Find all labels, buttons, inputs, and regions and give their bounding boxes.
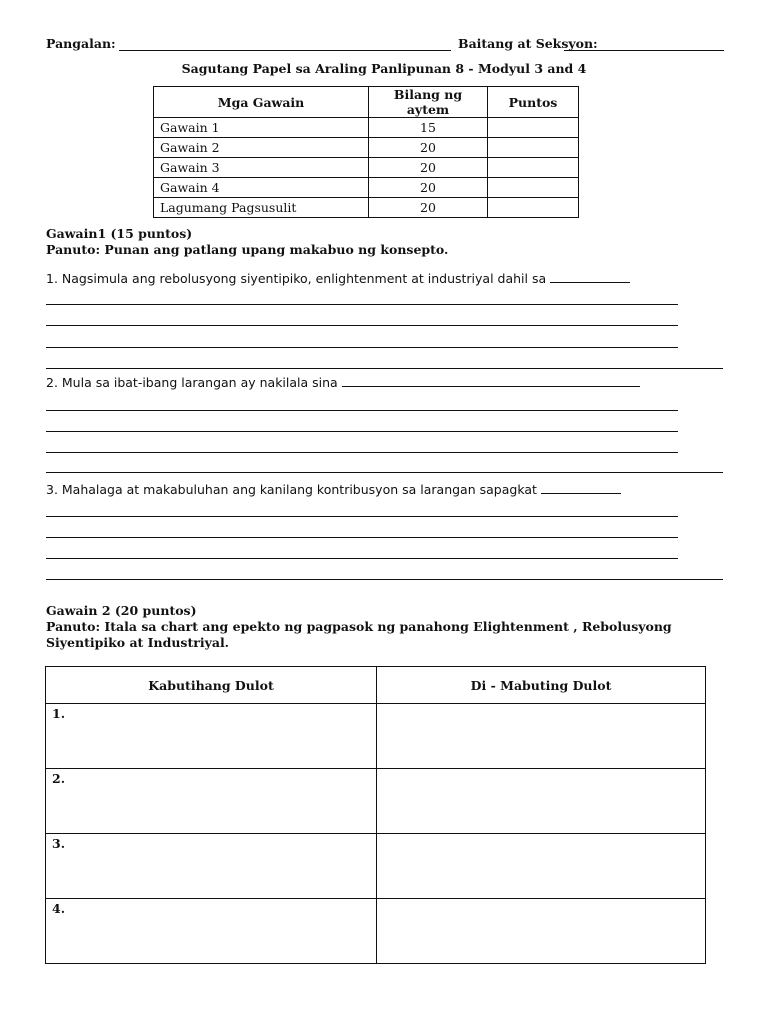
di-mabuting-cell[interactable] xyxy=(377,769,706,834)
question-1-blank[interactable] xyxy=(550,272,630,283)
table-row xyxy=(154,118,579,138)
aytem-cell: 20 xyxy=(369,138,488,158)
question-2 xyxy=(46,375,640,390)
gawain2-title: Gawain 2 (20 puntos) xyxy=(46,603,197,618)
answer-line[interactable] xyxy=(46,537,678,538)
student-info-row xyxy=(46,36,724,54)
name-label: Pangalan: xyxy=(46,36,116,51)
table-row xyxy=(46,834,706,899)
gawain2-instruction-line2: Siyentipiko at Industriyal. xyxy=(46,635,230,650)
puntos-cell[interactable] xyxy=(488,198,579,218)
di-mabuting-cell[interactable] xyxy=(377,899,706,964)
grade-section-label: Baitang at Seksyon: xyxy=(458,36,598,51)
question-1 xyxy=(46,271,630,286)
table-row xyxy=(154,158,579,178)
puntos-cell[interactable] xyxy=(488,178,579,198)
kabutihang-cell[interactable]: 4. xyxy=(46,899,377,964)
puntos-cell[interactable] xyxy=(488,158,579,178)
answer-line[interactable] xyxy=(46,579,723,580)
answer-line[interactable] xyxy=(46,368,723,369)
table-row xyxy=(154,178,579,198)
gawain-cell: Gawain 3 xyxy=(154,158,369,178)
answer-line[interactable] xyxy=(46,472,723,473)
header-bilang-ng-aytem: Bilang ng aytem xyxy=(369,87,488,118)
aytem-cell: 20 xyxy=(369,158,488,178)
header-puntos: Puntos xyxy=(488,87,579,118)
answer-line[interactable] xyxy=(46,410,678,411)
document-title: Sagutang Papel sa Araling Panlipunan 8 - Modyul 3 and 4 xyxy=(181,61,587,76)
kabutihang-cell[interactable]: 2. xyxy=(46,769,377,834)
table-header-row xyxy=(46,667,706,704)
table-row xyxy=(46,899,706,964)
answer-line[interactable] xyxy=(46,304,678,305)
gawain-cell: Lagumang Pagsusulit xyxy=(154,198,369,218)
puntos-cell[interactable] xyxy=(488,118,579,138)
answer-line[interactable] xyxy=(46,431,678,432)
table-row xyxy=(46,704,706,769)
puntos-cell[interactable] xyxy=(488,138,579,158)
table-row xyxy=(154,198,579,218)
gawain1-instruction: Panuto: Punan ang patlang upang makabuo ng konsepto. xyxy=(46,242,449,257)
question-3 xyxy=(46,482,621,497)
gawain-cell: Gawain 2 xyxy=(154,138,369,158)
aytem-cell: 15 xyxy=(369,118,488,138)
header-di-mabuting-dulot: Di - Mabuting Dulot xyxy=(377,667,706,704)
question-1-text: 1. Nagsimula ang rebolusyong siyentipiko, enlightenment at industriyal dahil sa xyxy=(46,271,547,286)
gawain-cell: Gawain 4 xyxy=(154,178,369,198)
aytem-cell: 20 xyxy=(369,178,488,198)
aytem-cell: 20 xyxy=(369,198,488,218)
table-header-row xyxy=(154,87,579,118)
question-3-blank[interactable] xyxy=(541,483,621,494)
grade-section-field[interactable] xyxy=(564,50,724,51)
table-row xyxy=(154,138,579,158)
header-mga-gawain: Mga Gawain xyxy=(154,87,369,118)
gawain2-instruction-line1: Panuto: Itala sa chart ang epekto ng pagpasok ng panahong Elightenment , Rebolusyong xyxy=(46,619,672,634)
di-mabuting-cell[interactable] xyxy=(377,704,706,769)
gawain-cell: Gawain 1 xyxy=(154,118,369,138)
kabutihang-cell[interactable]: 1. xyxy=(46,704,377,769)
answer-line[interactable] xyxy=(46,516,678,517)
answer-line[interactable] xyxy=(46,325,678,326)
gawain1-title: Gawain1 (15 puntos) xyxy=(46,226,193,241)
header-kabutihang-dulot: Kabutihang Dulot xyxy=(46,667,377,704)
question-2-blank[interactable] xyxy=(342,376,640,387)
answer-line[interactable] xyxy=(46,452,678,453)
table-row xyxy=(46,769,706,834)
question-2-text: 2. Mula sa ibat-ibang larangan ay nakilala sina xyxy=(46,375,338,390)
answer-line[interactable] xyxy=(46,558,678,559)
question-3-text: 3. Mahalaga at makabuluhan ang kanilang kontribusyon sa larangan sapagkat xyxy=(46,482,537,497)
kabutihang-cell[interactable]: 3. xyxy=(46,834,377,899)
score-summary-table xyxy=(153,86,579,218)
effects-chart-table xyxy=(45,666,706,964)
di-mabuting-cell[interactable] xyxy=(377,834,706,899)
name-field[interactable] xyxy=(119,50,451,51)
answer-line[interactable] xyxy=(46,347,678,348)
